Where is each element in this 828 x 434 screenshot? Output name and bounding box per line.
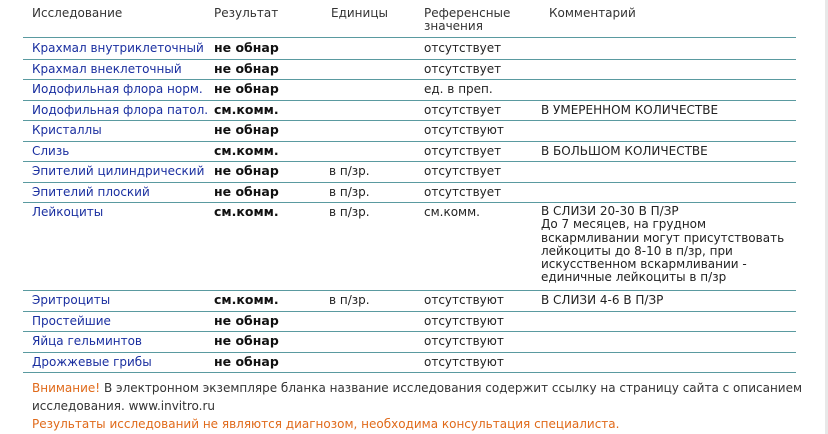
reference-value: отсутствуют — [424, 123, 504, 137]
comment-value: В СЛИЗИ 4-6 В П/ЗР — [541, 293, 664, 307]
units-value: в п/зр. — [329, 293, 370, 307]
reference-value: отсутствует — [424, 102, 502, 117]
reference-value: отсутствует — [424, 61, 502, 76]
table-row — [23, 332, 798, 353]
footer-warning — [32, 379, 812, 415]
reference-value: отсутствуют — [424, 354, 504, 369]
header-units: Единицы — [331, 6, 388, 20]
table-row — [23, 203, 798, 291]
table-row — [23, 121, 798, 142]
result-value: не обнар — [214, 40, 279, 55]
row-rule — [23, 372, 796, 373]
units-value: в п/зр. — [329, 164, 370, 178]
test-name-link[interactable]: Крахмал внутриклеточный — [32, 41, 204, 55]
header-reference-line1: Референсные — [424, 6, 511, 20]
result-value: не обнар — [214, 183, 279, 199]
test-name-link[interactable]: Эпителий плоский — [32, 184, 150, 199]
result-value: см.комм. — [214, 101, 279, 117]
reference-value: отсутствует — [424, 164, 502, 178]
header-rule — [23, 37, 796, 38]
test-name-link[interactable]: Кристаллы — [32, 123, 102, 137]
test-name-link[interactable]: Иодофильная флора норм. — [32, 82, 203, 96]
reference-value: отсутствует — [424, 143, 502, 158]
reference-value: отсутствуют — [424, 334, 504, 348]
test-name-link[interactable]: Простейшие — [32, 313, 111, 328]
table-row — [23, 353, 798, 374]
result-value: не обнар — [214, 333, 279, 348]
result-value: не обнар — [214, 81, 279, 96]
reference-value: отсутствует — [424, 41, 502, 55]
reference-value: см.комм. — [424, 205, 480, 219]
test-name-link[interactable]: Слизь — [32, 143, 70, 158]
footer-notes — [32, 379, 812, 433]
table-row — [23, 291, 798, 312]
units-value: в п/зр. — [329, 184, 370, 199]
reference-value: отсутствуют — [424, 313, 504, 328]
test-name-link[interactable]: Иодофильная флора патол. — [32, 102, 209, 117]
reference-value: отсутствует — [424, 184, 502, 199]
table-row — [23, 39, 798, 60]
result-value: см.комм. — [214, 142, 279, 158]
table-row — [23, 60, 798, 81]
result-value: не обнар — [214, 163, 279, 178]
reference-value: отсутствуют — [424, 293, 504, 307]
result-value: не обнар — [214, 122, 279, 137]
footer-disclaimer: Результаты исследований не являются диагнозом, необходима консультация специалиста. — [32, 417, 620, 431]
result-value: не обнар — [214, 353, 279, 369]
test-name-link[interactable]: Крахмал внеклеточный — [32, 61, 182, 76]
table-row — [23, 183, 798, 204]
test-name-link[interactable]: Лейкоциты — [32, 205, 104, 219]
warning-text: В электронном экземпляре бланка название исследования содержит ссылку на страницу сайта с описанием исследования. www.invitro.ru — [32, 381, 803, 413]
lab-results-table — [23, 0, 803, 434]
table-row — [23, 312, 798, 333]
reference-value: ед. в преп. — [424, 82, 493, 96]
table-row — [23, 142, 798, 163]
result-value: не обнар — [214, 60, 279, 76]
table-header — [23, 6, 798, 38]
test-name-link[interactable]: Эпителий цилиндрический — [32, 164, 205, 178]
test-name-link[interactable]: Дрожжевые грибы — [32, 354, 152, 369]
header-test: Исследование — [32, 6, 123, 20]
test-name-link[interactable]: Эритроциты — [32, 293, 111, 307]
result-value: не обнар — [214, 312, 279, 328]
header-result: Результат — [214, 6, 279, 20]
comment-value: В УМЕРЕННОМ КОЛИЧЕСТВЕ — [541, 102, 719, 117]
units-value: в п/зр. — [329, 205, 370, 219]
table-row — [23, 80, 798, 101]
comment-value: В СЛИЗИ 20-30 В П/ЗР До 7 месяцев, на грудном вскармливании могут присутствовать лейкоциты до 8-10 в п/зр, при искусственном вскармливании - единичные лейкоциты в п/зр — [541, 204, 785, 285]
result-value: см.комм. — [214, 204, 279, 219]
header-comment: Комментарий — [549, 6, 636, 20]
header-reference-line2: значения — [424, 19, 483, 33]
table-row — [23, 162, 798, 183]
table-row — [23, 101, 798, 122]
comment-value: В БОЛЬШОМ КОЛИЧЕСТВЕ — [541, 143, 708, 158]
test-name-link[interactable]: Яйца гельминтов — [32, 334, 143, 348]
warning-label: Внимание! — [32, 381, 101, 395]
result-value: см.комм. — [214, 292, 279, 307]
